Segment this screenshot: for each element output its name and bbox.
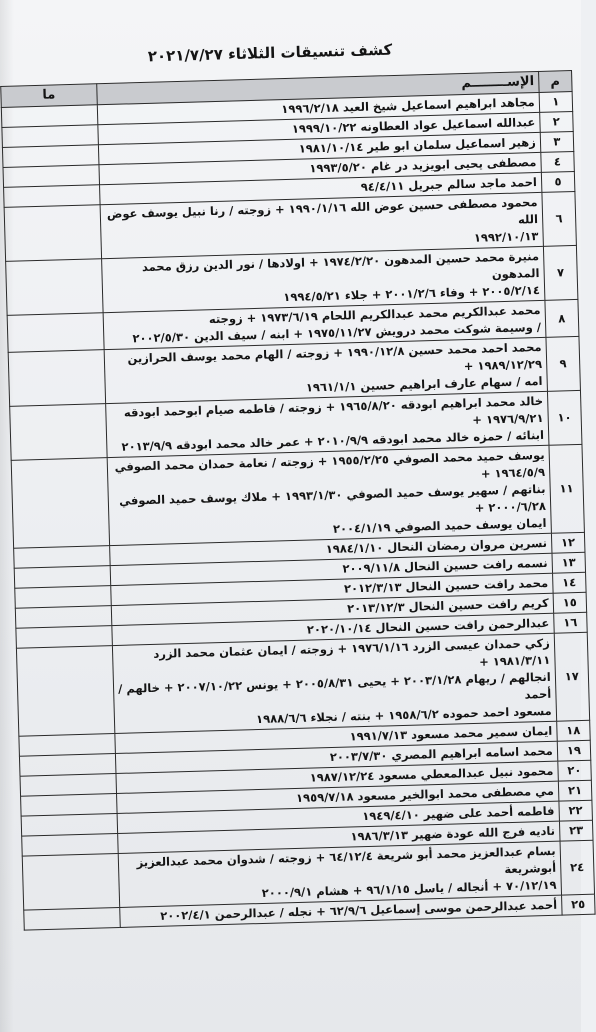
row-number: ٨ (545, 299, 579, 337)
name-line: محمد اسامه ابراهيم المصري ٢٠٠٣/٧/٣٠ (329, 743, 553, 765)
row-number: ١٥ (553, 592, 587, 613)
name-line: مي مصطفى محمد ابوالخير مسعود ١٩٥٩/٧/١٨ (295, 783, 555, 805)
names-table (0, 70, 595, 931)
name-line: فاطمه أحمد على ضهير ١٩٤٩/٤/١٠ (362, 803, 555, 824)
name-line: احمد ماجد سالم جبريل ٩٤/٤/١١ (360, 175, 538, 194)
name-line: زهير اسماعيل سلمان ابو طير ١٩٨١/١٠/١٤ (298, 135, 536, 156)
row-number: ٢٢ (559, 800, 593, 821)
header-num: م (538, 71, 572, 93)
table-container (0, 70, 595, 931)
name-line: مسعود احمد حموده ١٩٥٨/٦/٢ + بنته / نجلاء ١٩٨٨/٦/٦ (255, 703, 552, 727)
name-line: بسام عبدالعزيز محمد أبو شريعة ٦٤/١٢/٤ + زوجته / شدوان محمد عبدالعزيز أبوشريعة (136, 843, 557, 877)
name-line: كريم رافت حسين النحال ٢٠١٣/١٢/٣ (346, 595, 549, 616)
name-line: نسمه رافت حسين النحال ٢٠٠٩/١١/٨ (342, 555, 548, 576)
row-extra-cell (21, 814, 117, 837)
name-line: عبدالله اسماعيل عواد العطاونه ١٩٩٩/١٠/٢٢ (291, 115, 536, 136)
row-extra-cell (11, 458, 109, 549)
name-line: ناديه فرج الله عودة ضهير ١٩٨٦/٣/١٣ (350, 823, 556, 844)
row-number: ١٣ (552, 552, 586, 573)
name-line: مجاهد ابراهيم اسماعيل شيخ العيد ١٩٩٦/٢/١٨ (281, 95, 535, 117)
row-extra-cell (19, 734, 115, 757)
row-number: ٢٠ (558, 760, 592, 781)
row-name-cell (107, 445, 551, 545)
row-extra-cell (1, 105, 97, 128)
row-extra-cell (14, 566, 110, 589)
row-number: ١٦ (553, 612, 587, 633)
header-extra: ما (1, 84, 97, 108)
name-line: ابنائه / حمزه خالد محمد ابودقه ٢٠١٠/٩/٩ + عمر خالد محمد ابودقه ٢٠١٣/٩/٩ (121, 427, 545, 454)
row-extra-cell (14, 546, 110, 569)
row-number: ٤ (541, 151, 575, 172)
row-number: ٢١ (558, 780, 592, 801)
row-number: ٢٣ (559, 820, 593, 841)
table-body (1, 92, 595, 931)
row-number: ١٤ (552, 572, 586, 593)
row-extra-cell (4, 205, 101, 262)
row-extra-cell (20, 774, 116, 797)
row-extra-cell (19, 754, 115, 777)
name-line: محمود نبيل عبدالمعطي مسعود ١٩٨٧/١٢/٢٤ (309, 763, 554, 785)
name-line: محمد عبدالكريم محمد عبدالكريم اللحام ١٩٧٣/٦/١٩ + زوجته (208, 302, 541, 327)
row-number: ٩ (546, 336, 581, 391)
row-number: ٥ (541, 171, 575, 192)
name-line: مصطفى يحيى ابويزيد در غام ١٩٩٣/٥/٢٠ (309, 155, 537, 176)
row-extra-cell (10, 404, 107, 461)
row-extra-cell (16, 646, 114, 737)
row-number: ٢٤ (560, 840, 595, 895)
row-extra-cell (15, 586, 111, 609)
name-line: انجالهم / ريهام ٢٠٠٣/١/٢٨ + يحيى ٢٠٠٥/٨/٣١ + يونس ٢٠٠٧/١٠/٢٢ + خالهم / أحمد (118, 669, 552, 702)
table-row (11, 444, 584, 548)
name-line: خالد محمد ابراهيم ابودقه ١٩٦٥/٨/٢٠ + زوجته / فاطمه صيام ابوحمد ابودقه ١٩٧٦/٩/٢١ + (123, 393, 544, 427)
document-title: كشف تنسيقات الثلاثاء ٢٠٢١/٧/٢٧ (147, 40, 393, 66)
row-number: ١٨ (556, 720, 590, 741)
name-line: زكي حمدان عيسى الزرد ١٩٧٦/١/١٦ + زوجته / ايمان عثمان محمد الزرد ١٩٨١/٣/١١ + (153, 635, 551, 669)
name-line: ايمان سمير محمد مسعود ١٩٩١/٧/١٣ (349, 723, 553, 744)
row-extra-cell (15, 606, 111, 629)
row-name-cell (112, 633, 556, 733)
row-extra-cell (6, 259, 103, 316)
name-line: محمود مصطفى حسين عوض الله ١٩٩٠/١/١٦ + زوجته / رنا نبيل يوسف عوض الله (106, 195, 539, 227)
row-extra-cell (21, 794, 117, 817)
name-line: نسرين مروان رمضان النحال ١٩٨٤/١/١٠ (325, 535, 548, 557)
name-line: منيرة محمد حسين المدهون ١٩٧٤/٢/٢٠ + اولادها / نور الدين رزق محمد المدهون (141, 248, 540, 282)
name-line: عبدالرحمن رافت حسين النحال ٢٠٢٠/١٠/١٤ (306, 615, 550, 637)
row-number: ٧ (543, 245, 578, 300)
name-line: ١٩٩٢/١٠/١٣ (473, 229, 539, 245)
name-line: ايمان يوسف حميد الصوفي ٢٠٠٤/١/١٩ (332, 515, 547, 536)
row-extra-cell (7, 313, 104, 353)
name-line: امه / سهام عارف ابراهيم حسين ١٩٦١/١/١ (305, 373, 543, 395)
name-line: ٧٠/١٢/١٩ + أنجاله / ياسل ٩٦/١/١٥ + هشام ٢٠٠٠/٩/١ (261, 877, 557, 900)
row-extra-cell (16, 626, 112, 649)
name-line: محمد احمد محمد حسين ١٩٩٠/١٢/٨ + زوجته / الهام محمد يوسف الحرازين ١٩٨٩/١٢/٢٩ + (127, 339, 543, 374)
row-number: ١٢ (551, 532, 585, 553)
name-line: / وسيمة شوكت محمد درويش ١٩٧٥/١١/٢٧ + ابنه / سيف الدين ٢٠٠٢/٥/٣٠ (132, 319, 542, 346)
row-extra-cell (4, 185, 100, 208)
name-line: أحمد عبدالرحمن موسى إسماعيل ٦٢/٩/٦ + نجله / عبدالرحمن ٢٠٠٢/٤/١ (160, 897, 558, 923)
name-line: بناتهم / سهير يوسف حميد الصوفي ١٩٩٣/١/٣٠ + ملاك يوسف حميد الصوفي ٢٠٠٠/٦/٢٨ + (118, 481, 547, 515)
row-extra-cell (2, 145, 98, 168)
name-line: ٢٠٠٥/٢/١٤ + وفاء ٢٠٠١/٢/٦ + جلاء ١٩٩٤/٥/٢١ (283, 282, 541, 305)
row-extra-cell (2, 125, 98, 148)
row-number: ١١ (549, 444, 585, 533)
row-extra-cell (22, 833, 118, 856)
row-number: ١٧ (554, 632, 590, 721)
row-number: ٢٥ (561, 894, 595, 915)
row-number: ١ (539, 92, 573, 113)
name-line: يوسف حميد محمد الصوفي ١٩٥٥/٢/٢٥ + زوجته / نعامة حمدان محمد الصوفي ١٩٦٤/٥/٩ + (114, 447, 546, 481)
row-number: ١٠ (547, 390, 582, 445)
row-extra-cell (24, 907, 120, 930)
row-number: ٣ (540, 131, 574, 152)
row-extra-cell (22, 853, 119, 910)
name-line: محمد رافت حسين النحال ٢٠١٢/٣/١٣ (343, 575, 549, 596)
header-name: الإســــــــم (96, 71, 539, 104)
table-row (16, 632, 589, 736)
row-number: ١٩ (557, 740, 591, 761)
row-number: ٢ (539, 111, 573, 132)
row-extra-cell (3, 165, 99, 188)
row-extra-cell (8, 350, 105, 407)
row-number: ٦ (542, 191, 577, 246)
